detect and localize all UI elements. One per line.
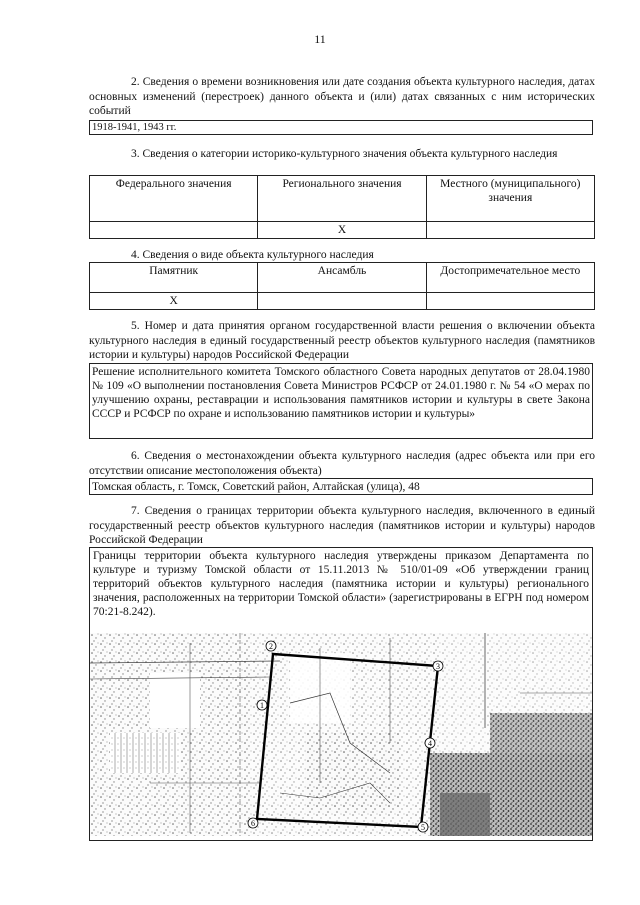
column-regional: Регионального значения	[258, 176, 426, 222]
boundary-point-label: 1	[260, 701, 264, 710]
section-5-heading: 5. Номер и дата принятия органом государственной власти решения о включении объекта культурного наследия в единый государственный реестр объектов культурного наследия (памятников истории и культуры) народов Российской Федерации	[89, 320, 595, 361]
boundary-map-drawing	[90, 633, 592, 836]
section-6-value: Томская область, г. Томск, Советский район, Алтайская (улица), 48	[89, 478, 593, 495]
type-table	[89, 262, 595, 310]
section-7-heading: 7. Сведения о границах территории объекта культурного наследия, включенного в единый государственный реестр объектов культурного наследия (памятников истории и культуры) народов Российской Федерации	[89, 505, 595, 546]
mark-monument: Х	[90, 293, 258, 310]
section-5-value: Решение исполнительного комитета Томского областного Совета народных депутатов от 28.04.1980 № 109 «О выполнении постановления Совета Министров РСФСР от 24.01.1980 г. № 54 «О мерах по улучшению охраны, реставрации и использования памятников истории и культуры в свете Закона СССР и РСФСР по охране и использованию памятников истории и культуры»	[89, 363, 593, 439]
boundary-point-label: 6	[251, 819, 255, 828]
page-number: 11	[314, 32, 326, 46]
section-3-heading: 3. Сведения о категории историко-культурного значения объекта культурного наследия	[131, 148, 558, 160]
column-local: Местного (муниципального) значения	[426, 176, 594, 222]
boundary-point-label: 2	[269, 642, 273, 651]
mark-landmark	[426, 293, 594, 310]
column-federal: Федерального значения	[90, 176, 258, 222]
column-ensemble: Ансамбль	[258, 263, 426, 293]
column-monument: Памятник	[90, 263, 258, 293]
section-2-value: 1918-1941, 1943 гг.	[89, 120, 593, 135]
section-2-heading: 2. Сведения о времени возникновения или дате создания объекта культурного наследия, датах основных изменений (перестроек) данного объекта и (или) датах связанных с ним исторических событий	[89, 76, 595, 117]
mark-local	[426, 222, 594, 239]
boundary-map	[90, 633, 592, 836]
section-6-heading: 6. Сведения о местонахождении объекта культурного наследия (адрес объекта или при его отсутствии описание местоположения объекта)	[89, 450, 595, 477]
mark-federal	[90, 222, 258, 239]
section-4-heading: 4. Сведения о виде объекта культурного наследия	[131, 249, 374, 261]
section-7-value: Границы территории объекта культурного наследия утверждены приказом Департамента по культуре и туризму Томской области от 15.11.2013 № 510/01-09 «Об утверждении границ территорий объектов культурного наследия (памятника истории и культуры) регионального значения, расположенных на территории Томской области» (зарегистрированы в ЕГРН под номером 70:21-8.242).	[93, 550, 589, 618]
mark-regional: Х	[258, 222, 426, 239]
column-landmark: Достопримечательное место	[426, 263, 594, 293]
boundary-point-label: 4	[428, 739, 432, 748]
mark-ensemble	[258, 293, 426, 310]
boundary-point-label: 5	[421, 823, 425, 832]
boundary-point-label: 3	[436, 662, 440, 671]
category-table	[89, 175, 595, 239]
